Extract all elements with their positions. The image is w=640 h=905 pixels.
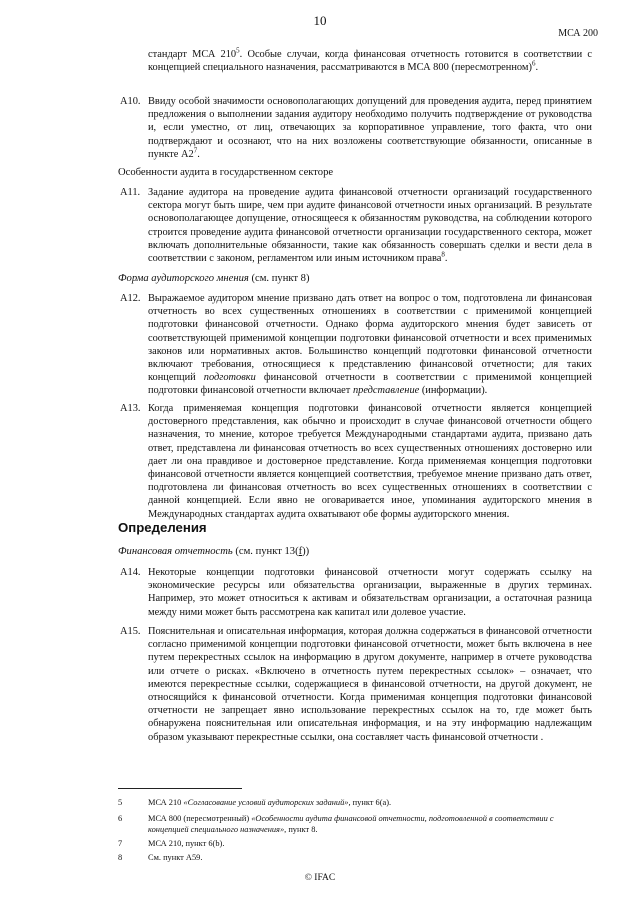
paragraph-a12: Выражаемое аудитором мнение призвано дать ответ на вопрос о том, подготовлена ли финансовая отчетность во всех существенных отношениях в соответствии с применимой концепцией подготовки финансовой отчетности. Однако форма аудиторского мнения будет зависеть от соответствующей применимой концепции подготовки финансовой отчетности и всех применимых законов или нормативных актов. Большинство концепций подготовки финансовой отчетности включают требования, относящиеся к представлению финансовой отчетности; для таких концепций подготовки финансовой отчетности в соответствии с применимой концепцией подготовки финансовой отчетности включает представление (информации). (148, 293, 592, 397)
document-code: МСА 200 (558, 28, 598, 39)
paragraph-number-a13: A13. (120, 403, 141, 414)
reference-link-13f[interactable]: f (298, 546, 303, 557)
opinion-form-heading: Форма аудиторского мнения (см. пункт 8) (118, 273, 310, 284)
paragraph-a10: Ввиду особой значимости основополагающих допущений для проведения аудита, перед принятием предложения о выполнении задания аудитору необходимо получить подтверждение от руководства и, если уместно, от лиц, отвечающих за корпоративное управление, того факта, что они подтверждают и осознают, что на них возложены соответствующие обязанности, описанные в пункте $A2^7$. (148, 96, 592, 160)
paragraph-number-a12: A12. (120, 293, 141, 304)
footer-copyright: © IFAC (304, 873, 336, 883)
footnote-separator (118, 788, 242, 789)
paragraph-number-a11: A11. (120, 187, 141, 198)
paragraph-a13: Когда применяемая концепция подготовки финансовой отчетности является концепцией достоверного представления, как обычно и происходит в случае финансовой отчетности общего назначения, то мнение, которое требуется Международными стандартами аудита, призвано дать ответ, представлена ли финансовая отчетность во всех существенных отношениях достоверно или дает ли она правдивое и достоверное представление. Когда применяемая концепция подготовки финансовой отчетности является концепцией соответствия, требуемое мнение призвано дать ответ, подготовлена ли финансовая отчетность во всех существенных отношениях в соответствии с данной концепцией. Если явно не оговаривается иное, упоминания аудиторского мнения в Международных стандартах аудита охватывают обе формы аудиторского мнения. (148, 403, 592, 520)
definitions-section-title: Определения (118, 520, 207, 535)
intro-continuation: стандарт МСА $210^5$. Особые случаи, когда финансовая отчетность готовится в соответствии с концепцией специального назначения, рассматриваются в МСА 800 (пересмотренном)$^6$. (148, 46, 592, 74)
paragraph-number-a14: A14. (120, 567, 141, 578)
paragraph-number-a15: A15. (120, 626, 141, 637)
financial-statements-heading: Финансовая отчетность (см. пункт 13(f)) (118, 546, 310, 557)
paragraph-a15: Пояснительная и описательная информация, которая должна содержаться в финансовой отчетности согласно применимой концепции подготовки финансовой отчетности, может быть включена в нее путем перекрестных ссылок на информацию в другом документе, например в отчете руководства или отчете о рисках. «Включено в отчетность путем перекрестных ссылок» – означает, что имеются перекрестные ссылки, содержащиеся в финансовой отчетности, на другой документ, не относящийся к финансовой отчетности. Когда применимая концепция подготовки финансовой отчетности не запрещает явно использование перекрестных ссылок на то, где может быть обнаружена пояснительная или описательная информация, и на эту информацию надлежащим образом указывают перекрестные ссылки, она составляет часть финансовой отчетности . (148, 626, 592, 743)
page-number: 10 (313, 13, 327, 28)
paragraph-a14: Некоторые концепции подготовки финансовой отчетности могут содержать ссылку на экономические ресурсы или обязательства организации, выраженные в других терминах. Например, это может относиться к активам и обязательствам организации, а остаточная разница между ними может быть рассмотрена как капитал или долевое участие. (148, 567, 592, 618)
paragraph-a11: Задание аудитора на проведение аудита финансовой отчетности организаций государственного сектора могут быть шире, чем при аудите финансовой отчетности иных организаций. В результате основополагающее допущение, относящееся к обязанностям руководства, на соблюдении которого строится проведение аудита финансовой отчетности организации государственного сектора, может включать дополнительные обязанности, такие как обязанность совершать сделки и вести дела в соответствии с законом, регламентом или иным источником права$^8$. (148, 187, 592, 265)
paragraph-number-a10: A10. (120, 96, 141, 107)
public-sector-heading: Особенности аудита в государственном секторе (118, 167, 334, 178)
